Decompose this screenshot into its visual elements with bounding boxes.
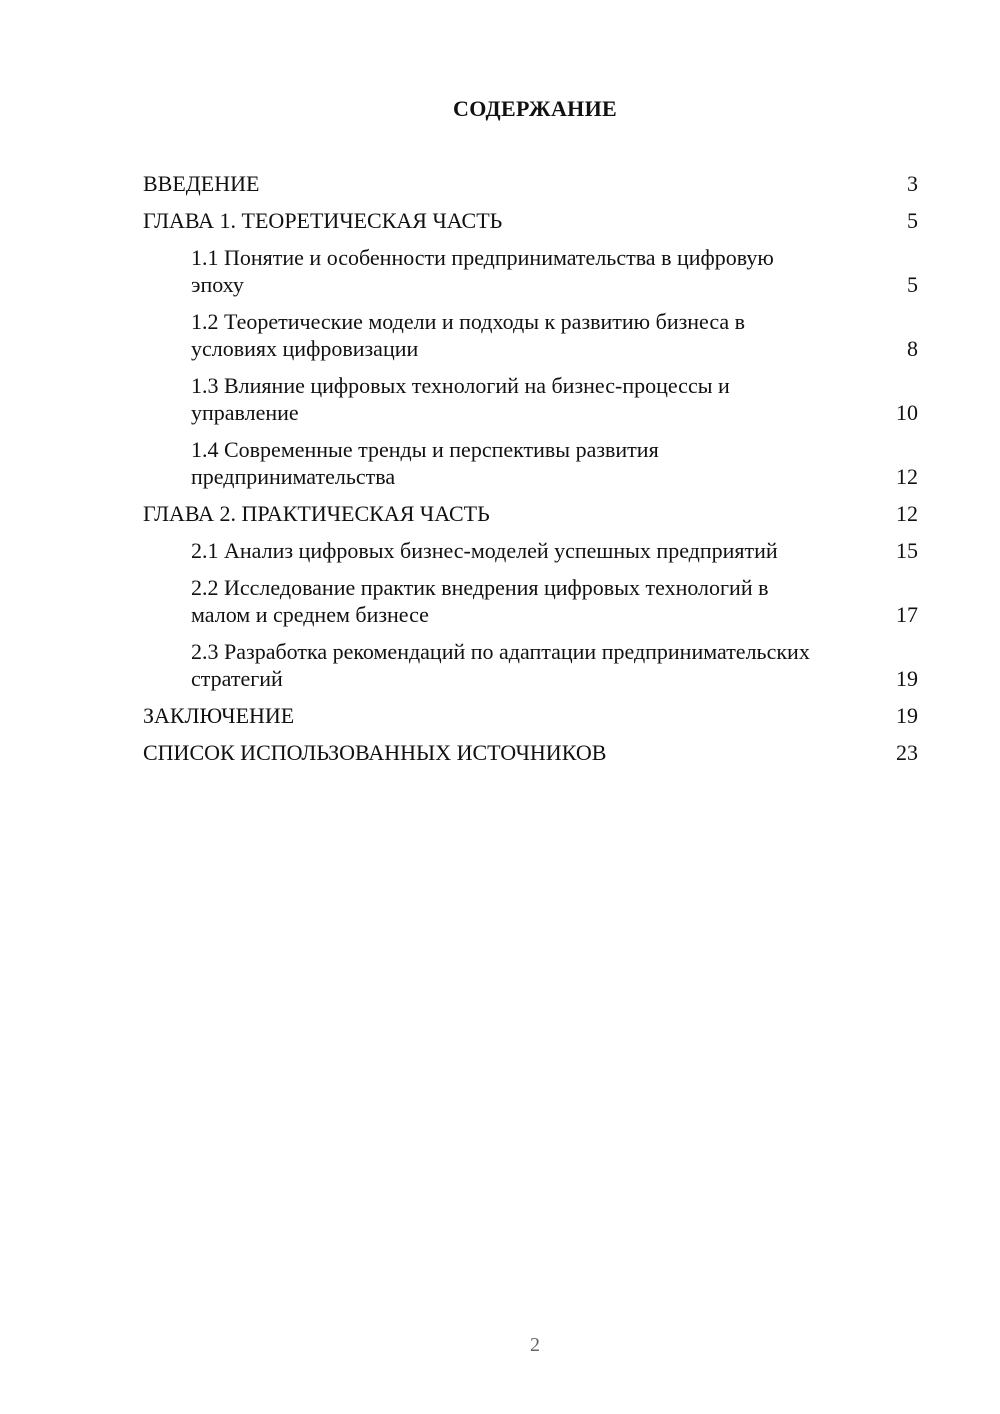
toc-entry-conclusion (143, 702, 918, 729)
toc-entry-introduction (143, 170, 918, 197)
toc-entry-section-1-1 (143, 244, 918, 298)
toc-entry-label: ВВЕДЕНИЕ (143, 171, 260, 196)
toc-entry-label: 2.2 Исследование практик внедрения цифровых технологий в малом и среднем бизнесе (191, 575, 769, 627)
toc-entry-page: 23 (896, 740, 918, 765)
toc-entry-page: 12 (896, 464, 918, 489)
toc-entry-page: 12 (896, 501, 918, 526)
toc-entry-page: 19 (896, 666, 918, 691)
toc-entry-section-2-1 (143, 537, 918, 564)
table-of-contents (143, 170, 918, 776)
toc-entry-label: 1.3 Влияние цифровых технологий на бизнес-процессы и управление (191, 373, 730, 425)
toc-entry-references (143, 739, 918, 766)
toc-entry-section-2-2 (143, 574, 918, 628)
toc-entry-label: ГЛАВА 1. ТЕОРЕТИЧЕСКАЯ ЧАСТЬ (143, 208, 503, 233)
toc-entry-label: 2.3 Разработка рекомендаций по адаптации предпринимательских стратегий (191, 639, 810, 691)
page-number: 2 (530, 1334, 540, 1356)
toc-entry-label: ЗАКЛЮЧЕНИЕ (143, 703, 295, 728)
toc-entry-page: 17 (896, 602, 918, 627)
page-title: СОДЕРЖАНИЕ (453, 96, 617, 121)
toc-entry-label: 1.1 Понятие и особенности предпринимательства в цифровую эпоху (191, 245, 774, 297)
toc-entry-section-1-4 (143, 436, 918, 490)
toc-entry-page: 3 (907, 171, 918, 196)
toc-entry-page: 5 (907, 208, 918, 233)
toc-entry-page: 19 (896, 703, 918, 728)
toc-entry-section-1-3 (143, 372, 918, 426)
toc-entry-section-1-2 (143, 308, 918, 362)
toc-entry-page: 15 (896, 538, 918, 563)
toc-entry-label: СПИСОК ИСПОЛЬЗОВАННЫХ ИСТОЧНИКОВ (143, 740, 607, 765)
toc-entry-section-2-3 (143, 638, 918, 692)
toc-entry-label: ГЛАВА 2. ПРАКТИЧЕСКАЯ ЧАСТЬ (143, 501, 490, 526)
toc-entry-page: 10 (896, 400, 918, 425)
toc-entry-label: 1.2 Теоретические модели и подходы к развитию бизнеса в условиях цифровизации (191, 309, 746, 361)
toc-entry-chapter-1 (143, 207, 918, 234)
toc-entry-label: 2.1 Анализ цифровых бизнес-моделей успешных предприятий (191, 538, 778, 563)
toc-entry-chapter-2 (143, 500, 918, 527)
toc-entry-page: 5 (907, 272, 918, 297)
toc-entry-label: 1.4 Современные тренды и перспективы развития предпринимательства (191, 437, 659, 489)
toc-entry-page: 8 (907, 336, 918, 361)
